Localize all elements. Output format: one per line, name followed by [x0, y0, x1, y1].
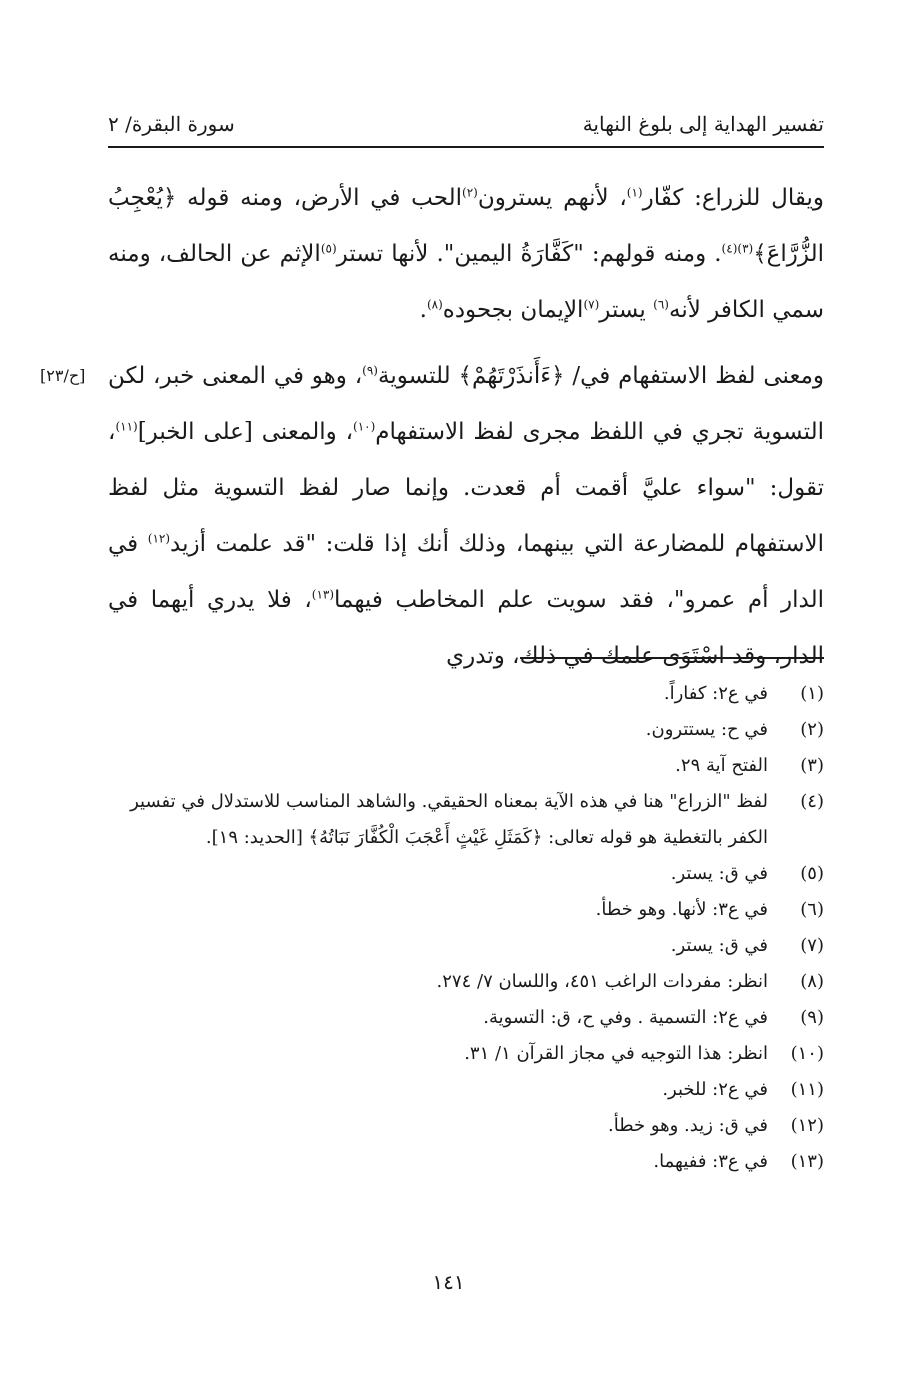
text-run: ، وهو في المعنى خبر، لكن التسوية تجري في اللفظ مجرى لفظ الاستفهام	[108, 363, 824, 445]
footnote-item	[108, 748, 824, 784]
footnote-number: (٥)	[800, 863, 824, 884]
footnote-item	[108, 892, 824, 928]
text-run: .	[419, 297, 427, 323]
footnote-text: انظر: مفردات الراغب ٤٥١، واللسان ٧/ ٢٧٤.	[436, 971, 768, 992]
text-run: ، تقول: "سواء عليَّ أقمت أم قعدت. وإنما صار لفظ التسوية مثل لفظ الاستفهام للمضارعة التي بينهما، وذلك أنك إذا قلت: "قد علمت أزيد	[108, 419, 825, 557]
footnote-number: (٩)	[800, 1007, 824, 1028]
footnote-text: في ح: يستترون.	[645, 719, 768, 740]
footnote-number: (٤)	[800, 791, 824, 812]
text-run: يستر	[599, 297, 654, 323]
footnote-item	[108, 964, 824, 1000]
footnote-text: الفتح آية ٢٩.	[675, 755, 768, 776]
footnote-text: في ع٢: للخبر.	[662, 1079, 768, 1100]
footnote-ref: (٨)	[426, 297, 443, 312]
footnote-number: (٣)	[800, 755, 824, 776]
footnote-item	[108, 1072, 824, 1108]
footnote-ref: (٧)	[583, 297, 600, 312]
footnote-number: (١١)	[790, 1079, 824, 1100]
footnote-number: (٧)	[800, 935, 824, 956]
footnote-text: لفظ "الزراع" هنا في هذه الآية بمعناه الحقيقي. والشاهد المناسب للاستدلال في تفسير الكفر بالتغطية هو قوله تعالى: ﴿كَمَثَلِ غَيْثٍ أَعْجَبَ الْكُفَّارَ نَبَاتُهُ﴾ [الحديد: ١٩].	[130, 791, 768, 848]
footnote-item	[108, 712, 824, 748]
footnote-ref: (٥)	[320, 241, 337, 256]
main-text	[108, 170, 824, 684]
footnote-item	[108, 1036, 824, 1072]
footnote-text: في ق: زيد. وهو خطأ.	[608, 1115, 768, 1136]
footnote-text: انظر: هذا التوجيه في مجاز القرآن ١/ ٣١.	[464, 1043, 768, 1064]
marginal-manuscript-note: [ح/٢٣]	[40, 366, 86, 385]
footnote-item	[108, 1000, 824, 1036]
body-paragraph	[108, 170, 824, 338]
text-run: الإثم عن الحالف، ومنه سمي الكافر لأنه	[108, 241, 824, 323]
body-paragraph	[108, 348, 824, 684]
text-run: ومعنى لفظ الاستفهام في/ ﴿ءَأَنذَرْتَهُمْ﴾ للتسوية	[377, 363, 825, 389]
footnote-item	[108, 1108, 824, 1144]
text-run: ، لأنهم يسترون	[477, 185, 627, 211]
text-run: ويقال للزراع: كفّار	[642, 185, 824, 211]
footnotes	[108, 676, 824, 1180]
text-run: ، والمعنى [على الخبر]	[137, 419, 354, 445]
footnote-number: (١٣)	[790, 1151, 824, 1172]
footnote-item	[108, 928, 824, 964]
footnote-text: في ع٣: لأنها. وهو خطأ.	[595, 899, 768, 920]
footnote-text: في ع٣: ففيهما.	[653, 1151, 768, 1172]
footnote-divider	[520, 657, 824, 659]
book-title: تفسير الهداية إلى بلوغ النهاية	[582, 112, 824, 136]
text-run: في الدار أم عمرو"، فقد سويت علم المخاطب فيهما	[108, 531, 824, 613]
footnote-number: (٢)	[800, 719, 824, 740]
footnote-ref: (١٢)	[147, 531, 171, 546]
footnote-item	[108, 1144, 824, 1180]
footnote-ref: (١١)	[115, 419, 138, 434]
footnote-text: في ع٢: كفاراً.	[663, 683, 768, 704]
text-run: ، فلا يدري أيهما في الدار، وقد اسْتَوَى علمك في ذلك، وتدري	[108, 587, 824, 669]
footnote-item	[108, 784, 824, 856]
text-run: الحب في الأرض، ومنه قوله ﴿يُعْجِبُ الزُّرَّاعَ﴾	[108, 185, 824, 267]
footnote-ref: (١٣)	[311, 587, 335, 602]
footnote-number: (١)	[800, 683, 824, 704]
surah-label: سورة البقرة/ ٢	[108, 112, 235, 136]
text-run: الإيمان بجحوده	[442, 297, 584, 323]
footnote-number: (١٢)	[790, 1115, 824, 1136]
footnote-number: (١٠)	[790, 1043, 824, 1064]
text-run: . ومنه قولهم: "كَفَّارَةُ اليمين". لأنها تستر	[336, 241, 722, 267]
footnote-number: (٦)	[800, 899, 824, 920]
footnote-text: في ق: يستر.	[670, 863, 768, 884]
header-rule	[108, 146, 824, 148]
footnote-ref: (٣)(٤)	[721, 241, 754, 256]
footnote-ref: (٢)	[462, 185, 478, 200]
running-header	[108, 108, 824, 148]
footnote-ref: (٦)	[653, 297, 669, 312]
footnote-item	[108, 856, 824, 892]
page-number: ١٤١	[432, 1270, 465, 1294]
footnote-text: في ق: يستر.	[670, 935, 768, 956]
footnote-ref: (١)	[626, 185, 643, 200]
footnote-number: (٨)	[800, 971, 824, 992]
footnote-ref: (٩)	[362, 363, 378, 378]
footnote-ref: (١٠)	[353, 419, 376, 434]
footnote-text: في ع٢: التسمية . وفي ح، ق: التسوية.	[483, 1007, 768, 1028]
footnote-item	[108, 676, 824, 712]
